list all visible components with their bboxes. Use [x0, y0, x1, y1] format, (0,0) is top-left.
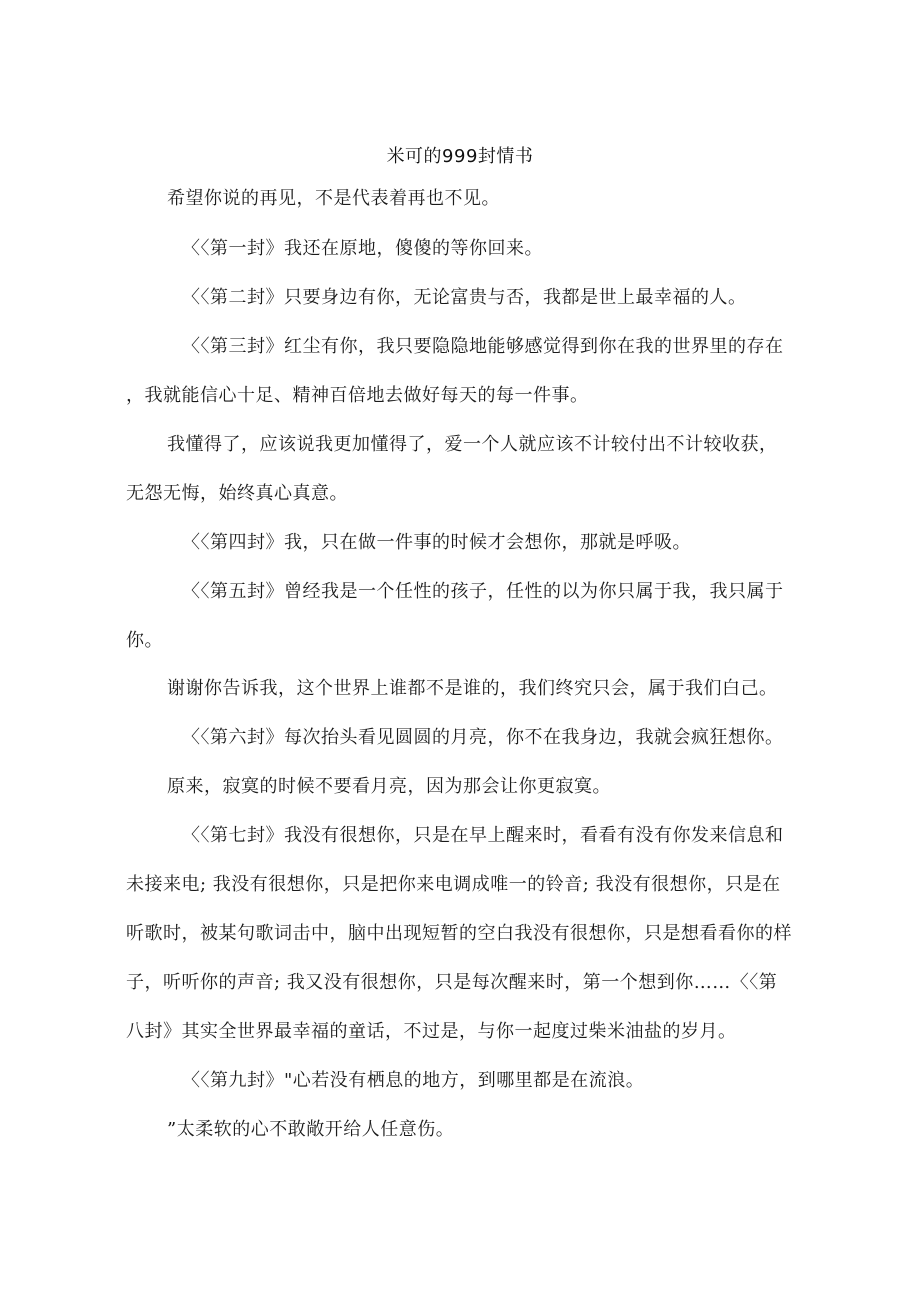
text-line: 未接来电; 我没有很想你，只是把你来电调成唯一的铃音; 我没有很想你，只是在 — [126, 874, 781, 895]
text-line: 八封》其实全世界最幸福的童话，不过是，与你一起度过柴米油盐的岁月。 — [126, 1021, 737, 1042]
text-line: 你。 — [126, 630, 163, 651]
text-line: 谢谢你告诉我，这个世界上谁都不是谁的，我们终究只会，属于我们白己。 — [167, 678, 778, 699]
text-line: 〈〈第七封》我没有很想你，只是在早上醒来时，看看有没有你发来信息和 — [182, 825, 784, 846]
text-line: 〈〈第四封》我，只在做一件事的时候才会想你，那就是呼吸。 — [182, 532, 691, 553]
text-line: 我懂得了，应该说我更加懂得了，爱一个人就应该不计较付出不计较收获， — [167, 434, 778, 455]
text-line: 希望你说的再见，不是代表着再也不见。 — [167, 188, 500, 209]
document-title: 米可的999封情书 — [386, 146, 534, 167]
text-line: 〈〈第九封》"心若没有栖息的地方，到哪里都是在流浪。 — [182, 1070, 645, 1091]
text-line: 〈〈第五封》曾经我是一个任性的孩子，任性的以为你只属于我，我只属于 — [182, 581, 784, 602]
text-line: 听歌时，被某句歌词击中，脑中出现短暂的空白我没有很想你，只是想看看你的样 — [126, 923, 792, 944]
text-line: 〈〈第二封》只要身边有你，无论富贵与否，我都是世上最幸福的人。 — [182, 287, 747, 308]
text-line: 〈〈第一封》我还在原地，傻傻的等你回来。 — [182, 238, 543, 259]
text-line: 子，听听你的声音; 我又没有很想你，只是每次醒来时，第一个想到你……〈〈第 — [126, 972, 778, 993]
text-line: 原来，寂寞的时候不要看月亮，因为那会让你更寂寞。 — [167, 776, 611, 797]
text-line: 〈〈第三封》红尘有你，我只要隐隐地能够感觉得到你在我的世界里的存在 — [182, 336, 784, 357]
text-line: ”太柔软的心不敢敞开给人任意伤。 — [167, 1119, 455, 1140]
text-line: 无怨无悔，始终真心真意。 — [126, 483, 348, 504]
text-line: 〈〈第六封》每次抬头看见圆圆的月亮，你不在我身边，我就会疯狂想你。 — [182, 727, 784, 748]
text-line: ，我就能信心十足、精神百倍地去做好每天的每一件事。 — [126, 385, 589, 406]
